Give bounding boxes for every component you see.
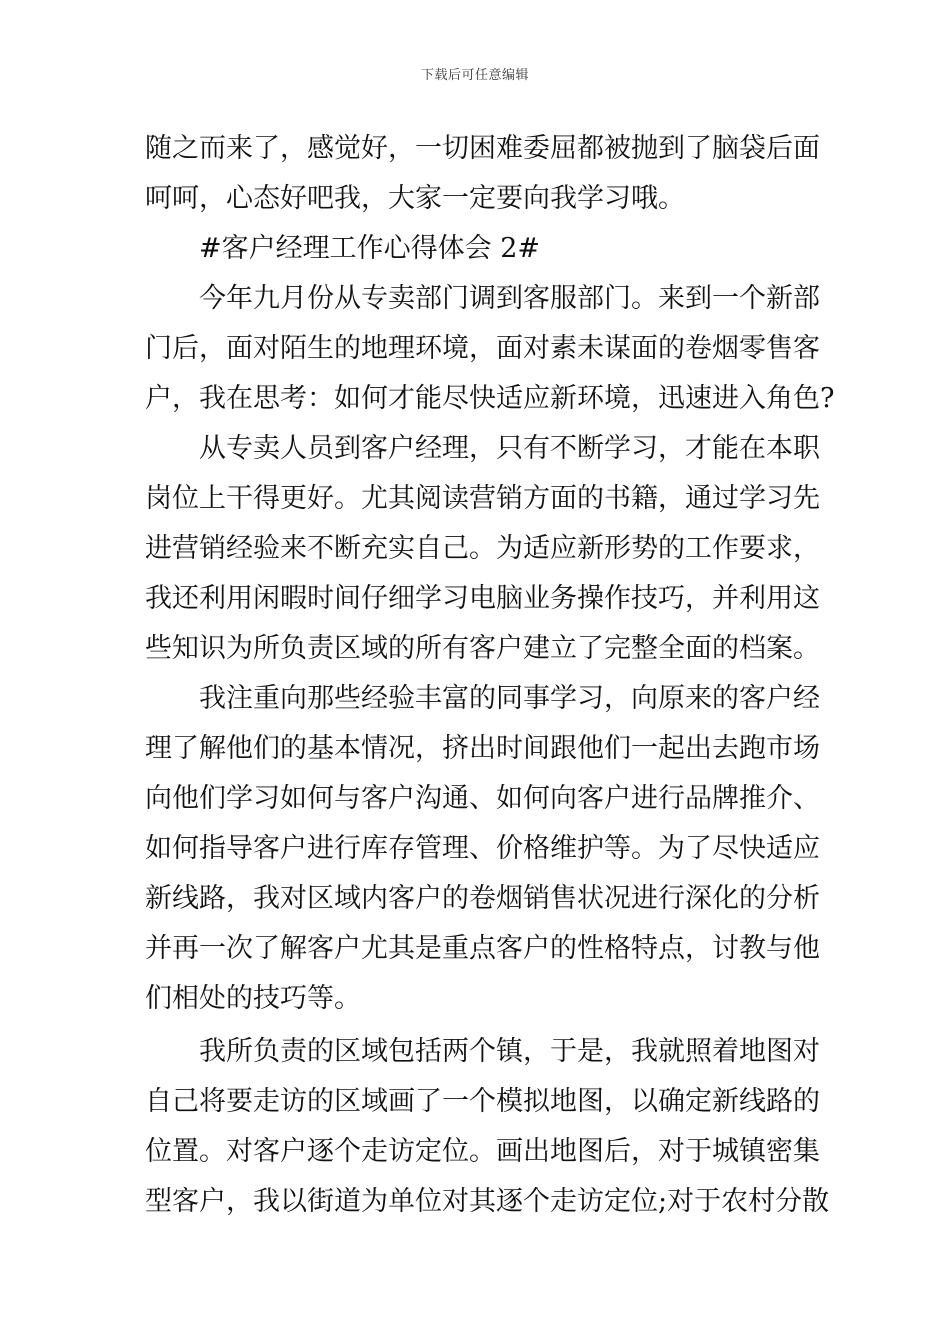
page-header: 下载后可任意编辑 — [420, 68, 529, 83]
text-line: 岗位上干得更好。尤其阅读营销方面的书籍，通过学习先 — [145, 483, 820, 514]
paragraph-first-line: 我所负责的区域包括两个镇，于是，我就照着地图对 — [199, 1036, 820, 1067]
text-line: 随之而来了，感觉好，一切困难委屈都被抛到了脑袋后面 — [145, 133, 820, 164]
text-line: 呵呵，心态好吧我，大家一定要向我学习哦。 — [145, 183, 685, 214]
text-line: 些知识为所负责区域的所有客户建立了完整全面的档案。 — [145, 633, 820, 664]
text-line: 型客户，我以街道为单位对其逐个走访定位;对于农村分散 — [145, 1186, 830, 1217]
text-line: 位置。对客户逐个走访定位。画出地图后，对于城镇密集 — [145, 1136, 820, 1167]
text-line: 新线路，我对区域内客户的卷烟销售状况进行深化的分析 — [145, 883, 820, 914]
text-line: 向他们学习如何与客户沟通、如何向客户进行品牌推介、 — [145, 783, 820, 814]
text-line: 我还利用闲暇时间仔细学习电脑业务操作技巧，并利用这 — [145, 583, 820, 614]
section-heading: #客户经理工作心得体会 2# — [199, 233, 541, 264]
paragraph-first-line: 今年九月份从专卖部门调到客服部门。来到一个新部 — [199, 283, 820, 314]
text-line: 并再一次了解客户尤其是重点客户的性格特点，讨教与他 — [145, 933, 820, 964]
text-line: 进营销经验来不断充实自己。为适应新形势的工作要求， — [145, 533, 820, 564]
text-line: 理了解他们的基本情况，挤出时间跟他们一起出去跑市场 — [145, 733, 820, 764]
paragraph-first-line: 从专卖人员到客户经理，只有不断学习，才能在本职 — [199, 433, 820, 464]
text-line: 如何指导客户进行库存管理、价格维护等。为了尽快适应 — [145, 833, 820, 864]
text-line: 们相处的技巧等。 — [145, 983, 361, 1014]
text-line: 自己将要走访的区域画了一个模拟地图，以确定新线路的 — [145, 1086, 820, 1117]
text-line: 门后，面对陌生的地理环境，面对素未谋面的卷烟零售客 — [145, 333, 820, 364]
paragraph-first-line: 我注重向那些经验丰富的同事学习，向原来的客户经 — [199, 683, 820, 714]
text-line: 户，我在思考：如何才能尽快适应新环境，迅速进入角色? — [145, 383, 835, 414]
document-body — [145, 124, 835, 1227]
